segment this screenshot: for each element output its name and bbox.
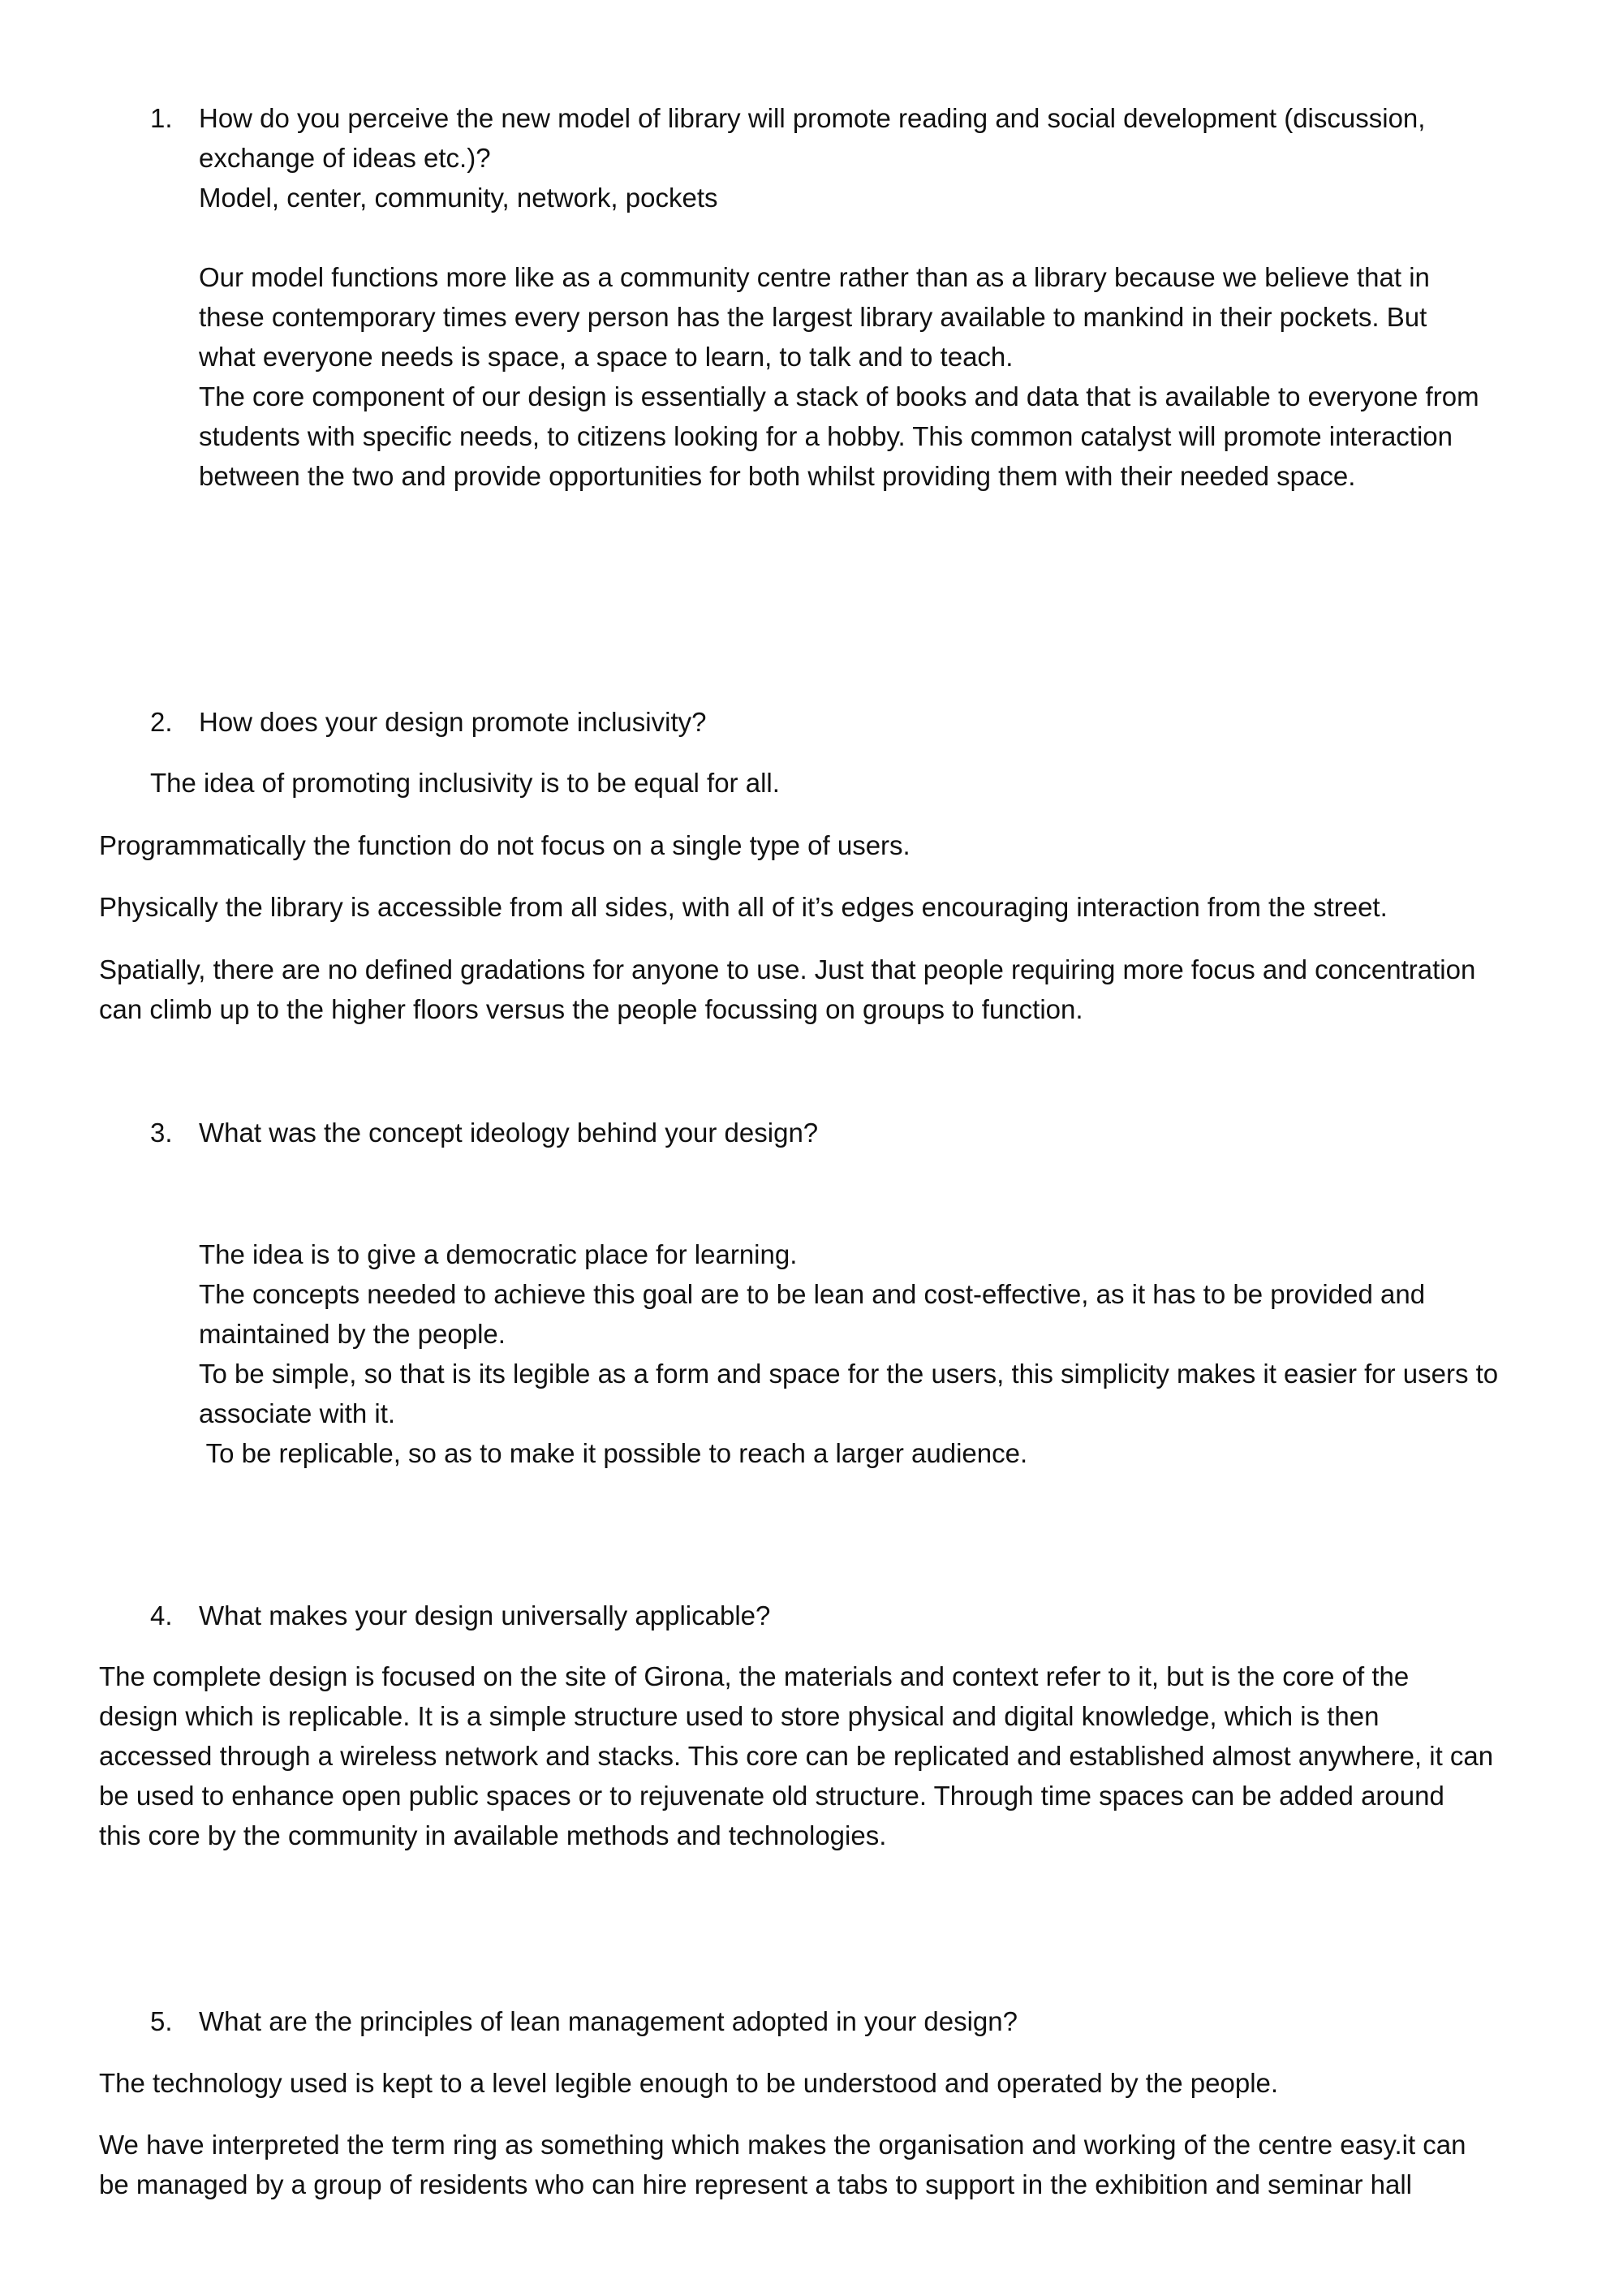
question-2-text: How does your design promote inclusivity?: [199, 707, 707, 737]
answer-1-line-4: The core component of our design is essentially a stack of books and data that is available to everyone from: [199, 381, 1479, 411]
question-5-number: 5.: [150, 2006, 173, 2036]
question-4-text: What makes your design universally applicable?: [199, 1600, 771, 1630]
answer-1-line-5: students with specific needs, to citizens looking for a hobby. This common catalyst will promote interaction: [199, 421, 1453, 451]
question-2: [150, 702, 1530, 742]
answer-2-para-2: Physically the library is accessible from all sides, with all of it’s edges encouraging interaction from the street.: [99, 892, 1388, 922]
answer-2-para-3: [99, 950, 1543, 1029]
question-5-text: What are the principles of lean management adopted in your design?: [199, 2006, 1018, 2036]
answer-3: [199, 1234, 1538, 1473]
answer-5-para-1: The technology used is kept to a level legible enough to be understood and operated by the people.: [99, 2068, 1279, 2098]
answer-4-line-3: accessed through a wireless network and stacks. This core can be replicated and established almost anywhere, it can: [99, 1741, 1494, 1771]
question-4-number: 4.: [150, 1600, 173, 1630]
question-3-number: 3.: [150, 1118, 173, 1148]
question-3: [150, 1113, 1530, 1152]
answer-3-line-5: associate with it.: [199, 1398, 396, 1428]
answer-5-para-2: [99, 2125, 1543, 2204]
answer-3-line-3: maintained by the people.: [199, 1319, 506, 1349]
question-1-text: [199, 98, 1530, 218]
answer-3-line-6: To be replicable, so as to make it possible to reach a larger audience.: [199, 1438, 1028, 1468]
question-1-line-1: How do you perceive the new model of library will promote reading and social development (discussion,: [199, 103, 1426, 133]
answer-1-line-1: Our model functions more like as a community centre rather than as a library because we believe that in: [199, 262, 1430, 292]
question-4: [150, 1596, 1530, 1635]
answer-5-para-2-line-1: We have interpreted the term ring as something which makes the organisation and working of the centre easy.it can: [99, 2130, 1466, 2160]
answer-3-line-2: The concepts needed to achieve this goal are to be lean and cost-effective, as it has to be provided and: [199, 1279, 1426, 1309]
question-1-line-2: exchange of ideas etc.)?: [199, 143, 491, 173]
answer-3-line-4: To be simple, so that is its legible as a form and space for the users, this simplicity makes it easier for users to: [199, 1359, 1499, 1389]
question-2-number: 2.: [150, 707, 173, 737]
question-5: [150, 2001, 1530, 2041]
question-1: [150, 98, 1530, 218]
answer-3-line-1: The idea is to give a democratic place for learning.: [199, 1239, 798, 1269]
answer-5-para-2-line-2: be managed by a group of residents who can hire represent a tabs to support in the exhibition and seminar hall: [99, 2169, 1412, 2199]
answer-2-intro: The idea of promoting inclusivity is to be equal for all.: [150, 768, 780, 798]
answer-2-para-3-line-1: Spatially, there are no defined gradations for anyone to use. Just that people requiring more focus and concentration: [99, 954, 1476, 984]
answer-1-line-2: these contemporary times every person has the largest library available to mankind in their pockets. But: [199, 302, 1427, 332]
answer-4-line-4: be used to enhance open public spaces or to rejuvenate old structure. Through time spaces can be added around: [99, 1781, 1444, 1811]
answer-2-para-3-line-2: can climb up to the higher floors versus the people focussing on groups to function.: [99, 994, 1083, 1024]
answer-1-line-3: what everyone needs is space, a space to learn, to talk and to teach.: [199, 342, 1014, 372]
answer-1-line-6: between the two and provide opportunities for both whilst providing them with their needed space.: [199, 461, 1356, 491]
question-1-number: 1.: [150, 103, 173, 133]
answer-2-para-1: Programmatically the function do not focus on a single type of users.: [99, 830, 911, 860]
answer-4-line-5: this core by the community in available methods and technologies.: [99, 1820, 887, 1850]
question-3-text: What was the concept ideology behind your design?: [199, 1118, 819, 1148]
answer-4-line-2: design which is replicable. It is a simple structure used to store physical and digital knowledge, which is then: [99, 1701, 1380, 1731]
answer-4-line-1: The complete design is focused on the site of Girona, the materials and context refer to it, but is the core of the: [99, 1661, 1410, 1691]
question-1-keywords: Model, center, community, network, pockets: [199, 183, 718, 213]
answer-4: [99, 1656, 1543, 1855]
answer-1: [199, 257, 1538, 496]
